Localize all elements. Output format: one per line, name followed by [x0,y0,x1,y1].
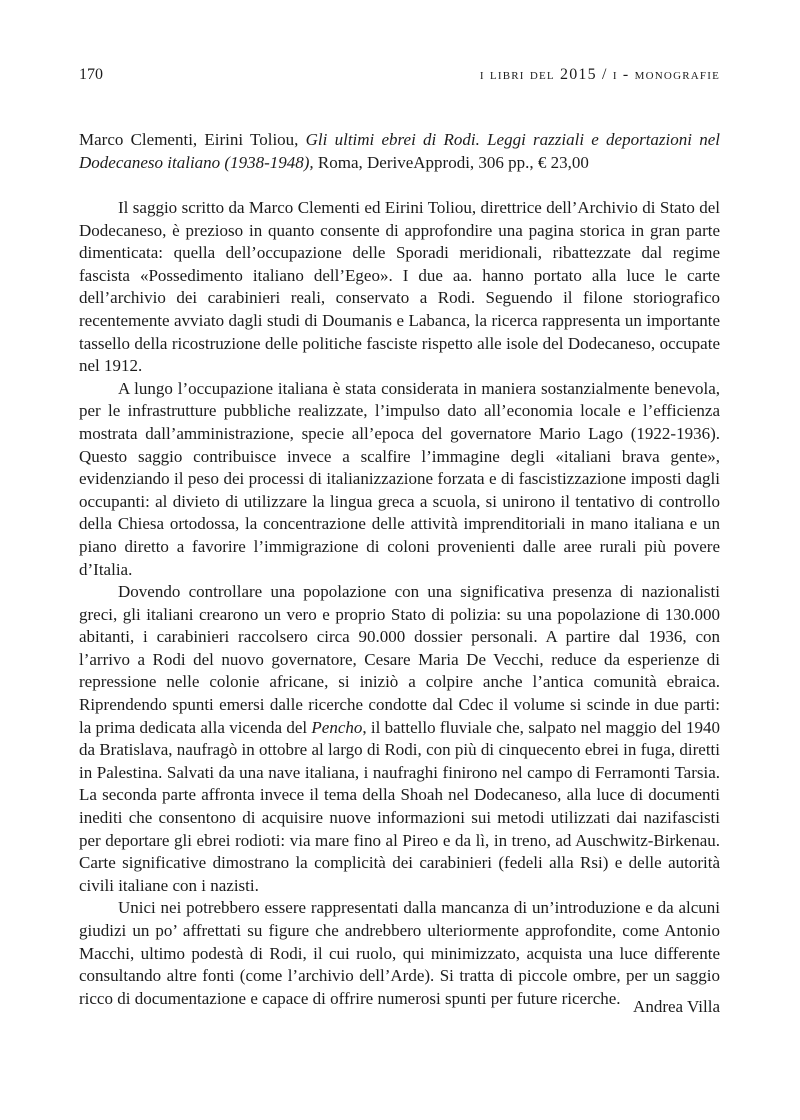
running-head [79,66,720,88]
paragraph-4: Unici nei potrebbero essere rappresentati dalla mancanza di un’introduzione e da alcuni giudizi un po’ affrettati su figure che andrebbero ulteriormente approfondite, come Antonio Macchi, ultimo podestà di Rodi, il cui ruolo, qui minimizzato, acquista una luce differente consultando altre fonti (come l’archivio dell’Arde). Si tratta di piccole ombre, per un saggio ricco di documentazione e capace di offrire numerosi spunti per future ricerche. [79,898,720,1008]
citation-title: Gli ultimi ebrei di Rodi. Leggi razziali e deportazioni nel Dodecaneso italiano (1938-1948), [79,130,720,172]
citation-publication: Roma, DeriveApprodi, 306 pp., € 23,00 [313,152,589,172]
page-number: 170 [79,66,103,83]
journal-title: i libri del 2015 / i - monografie [479,66,720,83]
citation-authors: Marco Clementi, Eirini Toliou, [79,130,306,149]
paragraph-3-part-1: Dovendo controllare una popolazione con una significativa presenza di nazionalisti greci, gli italiani crearono un vero e proprio Stato di polizia: su una popolazione di 130.000 abitanti, i carabinieri raccolsero circa 90.000 dossier personali. A partire dal 1936, con l’arrivo a Rodi del nuovo governatore, Cesare Maria De Vecchi, reduce da esperienze di repressione nelle colonie africane, si iniziò a colpire anche l’antica comunità ebraica. Riprendendo spunti emersi dalle ricerche condotte dal Cdec il volume si scinde in due parti: la prima dedicata alla vicenda del [79,582,720,737]
paragraph-3 [79,581,720,897]
ship-name: Pencho [311,717,363,737]
paragraph-1: Il saggio scritto da Marco Clementi ed Eirini Toliou, direttrice dell’Archivio di Stato del Dodecaneso, è prezioso in quanto consente di approfondire una pagina storica in gran parte dimenticata: quella dell’occupazione delle Sporadi meridionali, ribattezzate dal regime fascista «Possedimento italiano dell’Egeo». I due aa. hanno portato alla luce le carte dell’archivio dei carabinieri reali, conservato a Rodi. Seguendo il filone storiografico recentemente avviato dagli studi di Doumanis e Labanca, la ricerca rappresenta un importante tassello della ricostruzione delle politiche fasciste rispetto alle isole del Dodecaneso, occupate nel 1912. [79,198,720,376]
paragraph-3-part-2: , il battello fluviale che, salpato nel maggio del 1940 da Bratislava, naufragò in ottobre al largo di Rodi, con più di cinquecento ebrei in fuga, diretti in Palestina. Salvati da una nave italiana, i naufraghi finirono nel campo di Ferramonti Tarsia. La seconda parte affronta invece il tema della Shoah nel Dodecaneso, alla luce di documenti inediti che consentono di acquisire nuove informazioni sui metodi utilizzati dai nazifascisti per deportare gli ebrei rodioti: via mare fino al Pireo e da lì, in treno, ad Auschwitz-Birkenau. Carte significative dimostrano la complicità dei carabinieri (fedeli alla Rsi) e delle autorità civili italiane con i nazisti. [79,717,721,895]
review-body [79,197,720,1010]
paragraph-2: A lungo l’occupazione italiana è stata considerata in maniera sostanzialmente benevola, per le infrastrutture pubbliche realizzate, l’impulso dato all’economia locale e l’efficienza mostrata dall’amministrazione, specie all’epoca del governatore Mario Lago (1922-1936). Questo saggio contribuisce invece a scalfire l’immagine degli «italiani brava gente», evidenziando il peso dei processi di italianizzazione forzata e di fascistizzazione imposti dagli occupanti: al divieto di utilizzare la lingua greca a scuola, si unirono il tentativo di controllo della Chiesa ortodossa, la concentrazione delle attività imprenditoriali in mano italiana e un piano diretto a favorire l’immigrazione di coloni provenienti dalle aree rurali più povere d’Italia. [79,378,720,579]
review-author: Andrea Villa [633,997,720,1016]
book-citation [79,129,720,174]
